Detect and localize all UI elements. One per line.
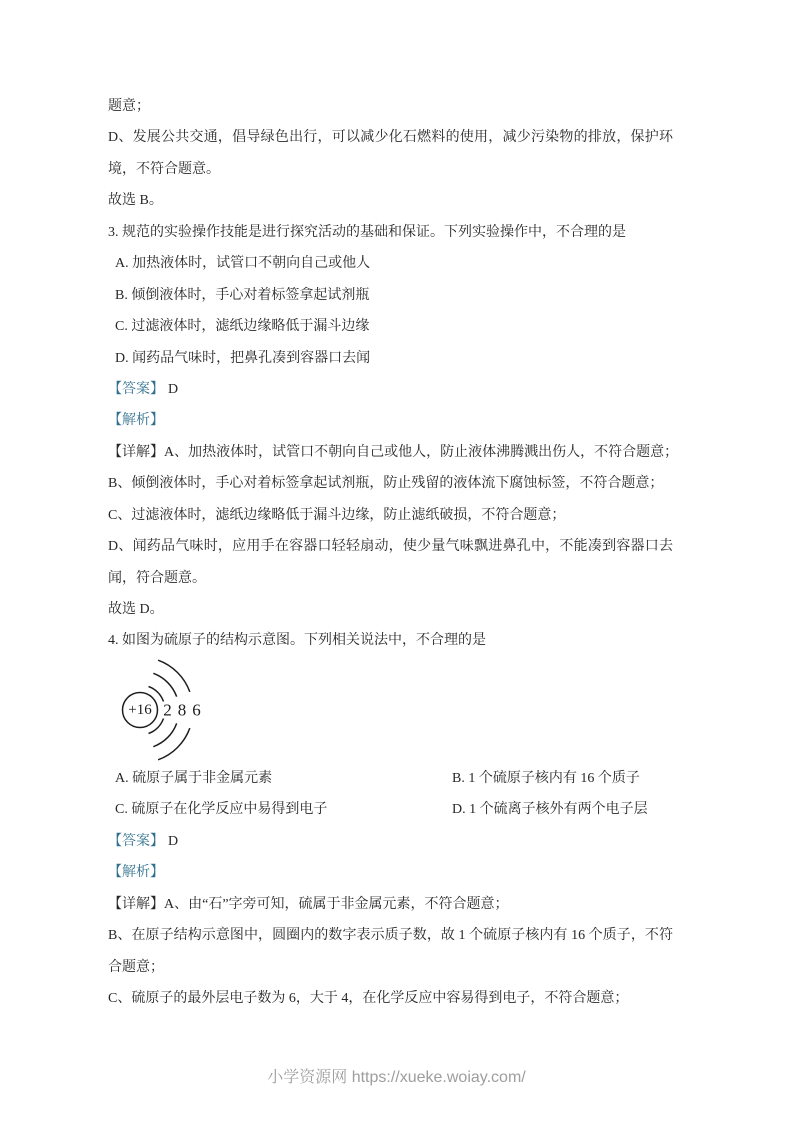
document-body: [108, 91, 679, 1014]
shell-electron-count-2: 8: [177, 700, 187, 720]
nucleus-charge-label: +16: [128, 701, 152, 718]
prev-explanation-option-d: D、发展公共交通，倡导绿色出行，可以减少化石燃料的使用，减少污染物的排放，保护环: [108, 130, 673, 146]
q4-answer-line: [108, 826, 673, 857]
q3-analysis-line: [108, 405, 673, 436]
footer-site-text: 小学资源网 https://xueke.woiay.com/: [267, 1069, 526, 1086]
q4-option-c: C. 硫原子在化学反应中易得到电子: [115, 802, 328, 818]
question-3-stem: 3. 规范的实验操作技能是进行探究活动的基础和保证。下列实验操作中，不合理的是: [108, 224, 626, 240]
q3-option-a: A. 加热液体时，试管口不朝向自己或他人: [115, 256, 371, 272]
q3-conclusion: 故选 D。: [108, 602, 164, 617]
q4-answer-label: 【答案】: [108, 833, 164, 849]
question-4-stem: 4. 如图为硫原子的结构示意图。下列相关说法中，不合理的是: [108, 633, 486, 649]
q3-answer-label: 【答案】: [108, 381, 164, 397]
prev-explanation-option-d-cont: 境，不符合题意。: [108, 161, 220, 177]
q4-option-d: D. 1 个硫离子核外有两个电子层: [452, 802, 648, 818]
q4-detail-a: 【详解】A、由“石”字旁可知，硫属于非金属元素，不符合题意；: [108, 896, 509, 912]
electron-shell-arc-2-upper: [153, 673, 176, 696]
prev-answer-conclusion: 故选 B。: [108, 193, 163, 209]
q4-detail-b-cont: 合题意；: [108, 959, 164, 975]
q3-option-d: D. 闻药品气味时，把鼻孔凑到容器口去闻: [115, 350, 371, 366]
q3-detail-b: B、倾倒液体时，手心对着标签拿起试剂瓶，防止残留的液体流下腐蚀标签，不符合题意；: [108, 476, 664, 492]
q4-analysis-label: 【解析】: [108, 865, 164, 881]
shell-electron-count-1: 2: [163, 700, 172, 720]
q4-options-row-1: [108, 763, 673, 794]
q3-analysis-label: 【解析】: [108, 413, 164, 429]
q4-detail-c: C、硫原子的最外层电子数为 6，大于 4，在化学反应中容易得到电子，不符合题意；: [108, 990, 629, 1006]
q4-option-a: A. 硫原子属于非金属元素: [115, 770, 273, 786]
q3-option-c: C. 过滤液体时，滤纸边缘略低于漏斗边缘: [115, 319, 370, 335]
q4-option-b: B. 1 个硫原子核内有 16 个质子: [452, 770, 640, 786]
atom-structure-diagram: [108, 657, 673, 763]
electron-shell-arc-2-lower: [153, 723, 176, 746]
q3-option-b: B. 倾倒液体时，手心对着标签拿起试剂瓶: [115, 287, 370, 303]
q3-detail-a: 【详解】A、加热液体时，试管口不朝向自己或他人，防止液体沸腾溅出伤人，不符合题意；: [108, 444, 679, 460]
q3-answer-value: D: [168, 381, 179, 397]
q4-analysis-line: [108, 857, 673, 888]
sulfur-atom-diagram: [105, 657, 235, 763]
electron-shell-arc-1-lower: [149, 718, 164, 733]
q4-answer-value: D: [168, 833, 179, 849]
electron-shell-arc-1-upper: [149, 686, 164, 701]
q3-detail-d-cont: 闻，符合题意。: [108, 570, 206, 586]
q4-detail-b: B、在原子结构示意图中，圆圈内的数字表示质子数，故 1 个硫原子核内有 16 个质子，不符: [108, 928, 673, 944]
q4-options-row-2: [108, 794, 673, 825]
electron-shell-arc-3-upper: [158, 660, 190, 692]
q3-detail-d: D、闻药品气味时，应用手在容器口轻轻扇动，使少量气味飘进鼻孔中，不能凑到容器口去: [108, 539, 673, 555]
electron-shell-arc-3-lower: [158, 728, 190, 760]
q3-answer-line: [108, 374, 673, 405]
shell-electron-count-3: 6: [192, 700, 201, 720]
q3-detail-c: C、过滤液体时，滤纸边缘略低于漏斗边缘，防止滤纸破损，不符合题意；: [108, 507, 566, 523]
prev-explanation-continuation: 题意；: [108, 99, 150, 114]
